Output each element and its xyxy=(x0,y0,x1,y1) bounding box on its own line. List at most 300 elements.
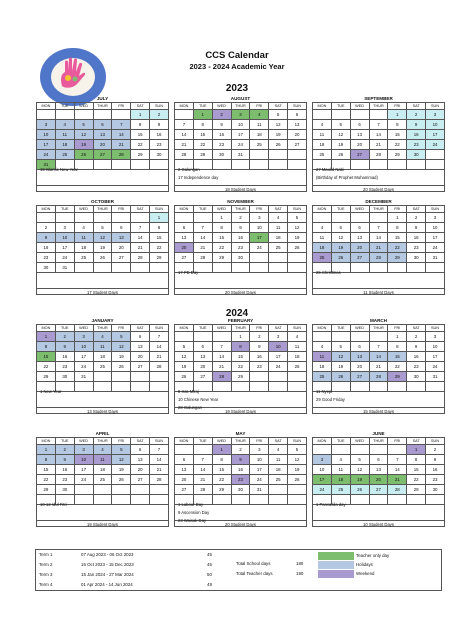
day-cell: 1 xyxy=(388,213,407,223)
term-row xyxy=(39,580,214,590)
day-cell: 14 xyxy=(369,233,388,243)
day-cell: 28 xyxy=(175,150,194,160)
day-cell: 27 xyxy=(131,362,150,372)
day-cell xyxy=(112,372,131,382)
day-cell: 24 xyxy=(231,140,250,150)
weekday-header: THUR xyxy=(369,206,388,213)
day-cell: 29 xyxy=(131,150,150,160)
weekday-header: THUR xyxy=(93,325,112,332)
day-cell xyxy=(112,485,131,495)
day-cell: 5 xyxy=(331,120,350,130)
total-value: 180 xyxy=(296,561,304,566)
term-days: 49 xyxy=(207,582,212,587)
month-grid xyxy=(174,102,307,170)
month-notes xyxy=(36,388,169,414)
day-cell: 1 xyxy=(388,332,407,342)
weekday-header: TUE xyxy=(331,103,350,110)
student-days: 13 Student Days xyxy=(37,407,168,415)
day-cell xyxy=(331,332,350,342)
day-cell: 3 xyxy=(426,213,445,223)
day-cell xyxy=(313,213,332,223)
month-name: JULY xyxy=(96,96,109,101)
term-label: Term 2 xyxy=(39,562,53,567)
weekday-header: WED xyxy=(212,438,231,445)
day-cell: 27 xyxy=(350,150,369,160)
day-cell: 22 xyxy=(212,243,231,253)
day-cell: 2 xyxy=(55,332,74,342)
day-cell: 18 xyxy=(313,362,332,372)
day-cell: 30 xyxy=(55,485,74,495)
day-cell: 5 xyxy=(331,342,350,352)
day-cell: 15 xyxy=(388,352,407,362)
day-cell: 26 xyxy=(112,475,131,485)
day-cell: 13 xyxy=(175,233,194,243)
term-dates: 01 Apr 2024 - 14 Jun 2024 xyxy=(81,582,133,587)
month-name: DECEMBER xyxy=(365,199,392,204)
weekday-header: TUE xyxy=(55,438,74,445)
day-cell: 26 xyxy=(288,475,307,485)
day-cell: 24 xyxy=(426,140,445,150)
month-notes xyxy=(174,269,307,295)
holiday-note: 10-12 Idul Fitri xyxy=(40,502,67,507)
day-cell: 31 xyxy=(55,263,74,273)
day-cell: 15 xyxy=(407,465,426,475)
day-cell: 29 xyxy=(388,150,407,160)
month-grid xyxy=(312,205,445,273)
weekday-header: WED xyxy=(350,103,369,110)
day-cell: 4 xyxy=(93,332,112,342)
day-cell: 7 xyxy=(193,223,212,233)
day-cell: 10 xyxy=(426,120,445,130)
term-row xyxy=(39,550,214,560)
day-cell xyxy=(112,213,131,223)
day-cell: 27 xyxy=(131,475,150,485)
day-cell: 15 xyxy=(150,233,169,243)
day-cell: 4 xyxy=(313,120,332,130)
day-cell: 27 xyxy=(288,140,307,150)
day-cell: 19 xyxy=(269,130,288,140)
day-cell: 18 xyxy=(269,233,288,243)
month-name: MARCH xyxy=(369,318,388,323)
day-cell: 30 xyxy=(407,372,426,382)
day-cell: 16 xyxy=(231,465,250,475)
day-cell: 24 xyxy=(426,362,445,372)
weekday-header: MON xyxy=(37,438,56,445)
day-cell: 19 xyxy=(288,465,307,475)
day-cell: 25 xyxy=(93,475,112,485)
day-cell: 27 xyxy=(112,253,131,263)
weekday-header: SUN xyxy=(426,325,445,332)
weekday-header: SUN xyxy=(426,103,445,110)
day-cell: 16 xyxy=(37,243,56,253)
month-grid xyxy=(174,324,307,392)
day-cell: 23 xyxy=(55,475,74,485)
day-cell: 18 xyxy=(250,130,269,140)
day-cell: 19 xyxy=(112,352,131,362)
day-cell: 26 xyxy=(331,372,350,382)
weekday-header: WED xyxy=(74,206,93,213)
day-cell: 22 xyxy=(150,243,169,253)
day-cell: 29 xyxy=(37,485,56,495)
day-cell: 13 xyxy=(175,465,194,475)
day-cell xyxy=(74,485,93,495)
day-cell xyxy=(150,485,169,495)
day-cell: 12 xyxy=(350,465,369,475)
day-cell: 13 xyxy=(350,233,369,243)
term-label: Term 3 xyxy=(39,572,53,577)
day-cell: 14 xyxy=(150,342,169,352)
holiday-note: 1 Labour Day xyxy=(178,502,204,507)
month-august xyxy=(174,96,307,170)
weekday-header: FRI xyxy=(112,206,131,213)
day-cell: 29 xyxy=(388,253,407,263)
day-cell: 25 xyxy=(313,253,332,263)
day-cell: 14 xyxy=(369,352,388,362)
weekday-header: SUN xyxy=(288,325,307,332)
day-cell: 22 xyxy=(212,475,231,485)
day-cell: 2 xyxy=(407,110,426,120)
day-cell: 16 xyxy=(407,130,426,140)
holiday-note: 29 Good Friday xyxy=(316,397,345,402)
day-cell: 3 xyxy=(313,455,332,465)
day-cell xyxy=(131,485,150,495)
day-cell: 15 xyxy=(37,352,56,362)
day-cell: 3 xyxy=(250,213,269,223)
weekday-header: TUE xyxy=(193,206,212,213)
day-cell xyxy=(93,372,112,382)
day-cell: 22 xyxy=(37,475,56,485)
day-cell: 8 xyxy=(37,342,56,352)
day-cell xyxy=(269,150,288,160)
day-cell: 19 xyxy=(175,362,194,372)
day-cell: 11 xyxy=(331,465,350,475)
day-cell: 24 xyxy=(269,362,288,372)
day-cell: 30 xyxy=(426,485,445,495)
weekday-header: MON xyxy=(175,438,194,445)
weekday-header: SUN xyxy=(288,206,307,213)
day-cell: 18 xyxy=(313,243,332,253)
student-days: 20 Student Days xyxy=(175,288,306,296)
year-2023-heading: 2023 xyxy=(225,83,249,94)
day-cell: 17 xyxy=(74,465,93,475)
day-cell: 13 xyxy=(93,130,112,140)
day-cell: 8 xyxy=(388,120,407,130)
day-cell xyxy=(269,372,288,382)
day-cell: 17 xyxy=(55,243,74,253)
weekday-header: FRI xyxy=(112,103,131,110)
weekday-header: FRI xyxy=(112,325,131,332)
day-cell: 18 xyxy=(93,352,112,362)
day-cell: 23 xyxy=(407,243,426,253)
month-notes xyxy=(174,388,307,414)
day-cell: 24 xyxy=(250,475,269,485)
day-cell: 2 xyxy=(231,213,250,223)
day-cell: 5 xyxy=(269,110,288,120)
day-cell: 23 xyxy=(212,140,231,150)
day-cell: 28 xyxy=(150,475,169,485)
day-cell: 8 xyxy=(231,342,250,352)
weekday-header: WED xyxy=(74,438,93,445)
day-cell: 11 xyxy=(55,130,74,140)
weekday-header: FRI xyxy=(250,103,269,110)
weekday-header: SAT xyxy=(131,206,150,213)
weekday-header: SUN xyxy=(426,438,445,445)
day-cell: 6 xyxy=(193,342,212,352)
day-cell: 10 xyxy=(250,223,269,233)
weekday-header: WED xyxy=(350,206,369,213)
day-cell: 27 xyxy=(175,253,194,263)
weekday-header: SAT xyxy=(131,325,150,332)
day-cell: 9 xyxy=(231,455,250,465)
day-cell: 15 xyxy=(212,465,231,475)
term-days: 45 xyxy=(207,552,212,557)
day-cell: 9 xyxy=(231,223,250,233)
day-cell: 25 xyxy=(288,362,307,372)
day-cell xyxy=(388,445,407,455)
day-cell: 30 xyxy=(150,150,169,160)
day-cell: 27 xyxy=(93,150,112,160)
day-cell: 12 xyxy=(112,342,131,352)
day-cell: 13 xyxy=(350,352,369,362)
weekday-header: TUE xyxy=(193,325,212,332)
day-cell: 26 xyxy=(288,243,307,253)
month-notes xyxy=(312,166,445,192)
day-cell xyxy=(93,485,112,495)
day-cell: 19 xyxy=(112,465,131,475)
day-cell: 24 xyxy=(313,485,332,495)
day-cell xyxy=(131,372,150,382)
day-cell: 1 xyxy=(37,445,56,455)
day-cell xyxy=(369,445,388,455)
day-cell: 17 xyxy=(426,130,445,140)
day-cell xyxy=(175,332,194,342)
day-cell: 31 xyxy=(231,150,250,160)
day-cell: 27 xyxy=(175,485,194,495)
day-cell: 19 xyxy=(93,243,112,253)
day-cell: 12 xyxy=(331,130,350,140)
calendar-title: CCS Calendar xyxy=(205,50,269,61)
day-cell: 5 xyxy=(288,445,307,455)
day-cell xyxy=(112,110,131,120)
day-cell: 21 xyxy=(388,475,407,485)
student-days: 18 Student Days xyxy=(175,185,306,193)
weekday-header: MON xyxy=(313,438,332,445)
holiday-note: 2 Galungan xyxy=(178,167,200,172)
day-cell: 26 xyxy=(331,253,350,263)
day-cell: 14 xyxy=(369,130,388,140)
day-cell: 6 xyxy=(288,110,307,120)
day-cell xyxy=(288,485,307,495)
day-cell: 12 xyxy=(331,233,350,243)
day-cell: 3 xyxy=(426,332,445,342)
weekday-header: FRI xyxy=(388,103,407,110)
weekday-header: SAT xyxy=(269,438,288,445)
day-cell: 29 xyxy=(150,253,169,263)
day-cell: 17 xyxy=(313,475,332,485)
month-name: JUNE xyxy=(372,431,385,436)
day-cell: 25 xyxy=(55,150,74,160)
day-cell: 3 xyxy=(269,332,288,342)
month-grid xyxy=(174,437,307,505)
day-cell: 20 xyxy=(288,130,307,140)
month-notes xyxy=(36,166,169,192)
day-cell xyxy=(37,110,56,120)
legend-item xyxy=(318,551,438,560)
day-cell: 13 xyxy=(131,455,150,465)
day-cell: 21 xyxy=(150,465,169,475)
holiday-note: 27 Maulid Nabi xyxy=(316,167,344,172)
weekday-header: FRI xyxy=(112,438,131,445)
day-cell: 19 xyxy=(331,140,350,150)
weekday-header: THUR xyxy=(369,325,388,332)
legend-swatch xyxy=(318,561,354,569)
day-cell xyxy=(331,110,350,120)
weekday-header: TUE xyxy=(193,438,212,445)
day-cell: 12 xyxy=(93,233,112,243)
day-cell: 4 xyxy=(331,455,350,465)
month-name: APRIL xyxy=(95,431,110,436)
day-cell: 18 xyxy=(288,352,307,362)
weekday-header: TUE xyxy=(193,103,212,110)
day-cell xyxy=(369,110,388,120)
weekday-header: MON xyxy=(313,103,332,110)
day-cell xyxy=(369,332,388,342)
day-cell: 2 xyxy=(407,332,426,342)
day-cell: 30 xyxy=(407,253,426,263)
day-cell: 8 xyxy=(193,120,212,130)
month-name: SEPTEMBER xyxy=(364,96,393,101)
day-cell: 9 xyxy=(407,223,426,233)
day-cell: 30 xyxy=(231,253,250,263)
day-cell xyxy=(350,332,369,342)
weekday-header: SUN xyxy=(150,438,169,445)
month-may xyxy=(174,431,307,505)
weekday-header: FRI xyxy=(250,325,269,332)
day-cell: 8 xyxy=(37,455,56,465)
weekday-header: MON xyxy=(175,103,194,110)
day-cell: 20 xyxy=(175,475,194,485)
day-cell: 4 xyxy=(74,223,93,233)
holiday-note: 17 Independence day xyxy=(178,175,219,180)
day-cell: 12 xyxy=(331,352,350,362)
day-cell: 21 xyxy=(193,475,212,485)
day-cell: 17 xyxy=(269,352,288,362)
day-cell: 16 xyxy=(150,130,169,140)
day-cell: 8 xyxy=(131,120,150,130)
day-cell: 28 xyxy=(369,150,388,160)
weekday-header: SUN xyxy=(150,325,169,332)
student-days: 15 Student Days xyxy=(313,407,444,415)
day-cell: 22 xyxy=(37,362,56,372)
holiday-note: 1 New Year xyxy=(40,389,62,394)
month-notes xyxy=(174,166,307,192)
day-cell: 24 xyxy=(55,253,74,263)
day-cell: 20 xyxy=(131,465,150,475)
day-cell: 7 xyxy=(150,332,169,342)
day-cell: 7 xyxy=(112,120,131,130)
day-cell xyxy=(350,110,369,120)
holiday-note: 25 Christmas xyxy=(316,270,341,275)
day-cell: 1 xyxy=(231,332,250,342)
day-cell: 10 xyxy=(250,455,269,465)
term-days: 45 xyxy=(207,562,212,567)
day-cell: 21 xyxy=(369,362,388,372)
weekday-header: FRI xyxy=(388,325,407,332)
weekday-header: WED xyxy=(212,325,231,332)
month-december xyxy=(312,199,445,273)
day-cell: 14 xyxy=(131,233,150,243)
day-cell: 23 xyxy=(55,362,74,372)
day-cell: 18 xyxy=(331,475,350,485)
day-cell: 8 xyxy=(212,223,231,233)
day-cell: 29 xyxy=(407,485,426,495)
day-cell: 23 xyxy=(407,362,426,372)
weekday-header: MON xyxy=(313,206,332,213)
month-name: NOVEMBER xyxy=(227,199,254,204)
term-label: Term 1 xyxy=(39,552,53,557)
weekday-header: WED xyxy=(212,103,231,110)
day-cell: 18 xyxy=(74,243,93,253)
day-cell: 4 xyxy=(55,120,74,130)
day-cell: 4 xyxy=(313,223,332,233)
day-cell: 6 xyxy=(131,332,150,342)
month-name: AUGUST xyxy=(230,96,251,101)
day-cell: 5 xyxy=(350,455,369,465)
day-cell xyxy=(369,213,388,223)
holiday-note: 9 Ascension Day xyxy=(178,510,210,515)
day-cell: 26 xyxy=(269,140,288,150)
day-cell: 1 xyxy=(193,110,212,120)
day-cell: 6 xyxy=(369,455,388,465)
day-cell: 31 xyxy=(426,253,445,263)
day-cell: 22 xyxy=(193,140,212,150)
total-label: Total School days xyxy=(236,561,271,566)
weekday-header: THUR xyxy=(231,438,250,445)
day-cell: 20 xyxy=(93,140,112,150)
day-cell: 3 xyxy=(74,445,93,455)
weekday-header: TUE xyxy=(55,103,74,110)
day-cell: 24 xyxy=(37,150,56,160)
day-cell: 21 xyxy=(369,140,388,150)
month-july xyxy=(36,96,169,170)
weekday-header: SAT xyxy=(131,103,150,110)
legend-label: Weekend xyxy=(356,571,375,576)
day-cell: 12 xyxy=(288,223,307,233)
day-cell: 9 xyxy=(426,455,445,465)
day-cell: 10 xyxy=(55,233,74,243)
day-cell: 9 xyxy=(55,455,74,465)
day-cell: 21 xyxy=(212,362,231,372)
day-cell xyxy=(313,332,332,342)
day-cell: 13 xyxy=(288,120,307,130)
day-cell: 12 xyxy=(112,455,131,465)
legend-swatch xyxy=(318,570,354,578)
day-cell: 25 xyxy=(269,243,288,253)
day-cell: 4 xyxy=(269,445,288,455)
day-cell: 7 xyxy=(150,445,169,455)
day-cell: 15 xyxy=(388,233,407,243)
day-cell: 25 xyxy=(331,485,350,495)
day-cell: 25 xyxy=(74,253,93,263)
day-cell: 1 xyxy=(212,445,231,455)
day-cell: 13 xyxy=(112,233,131,243)
day-cell: 2 xyxy=(250,332,269,342)
day-cell xyxy=(74,213,93,223)
day-cell: 16 xyxy=(407,233,426,243)
day-cell: 7 xyxy=(131,223,150,233)
day-cell: 14 xyxy=(175,130,194,140)
day-cell: 28 xyxy=(193,253,212,263)
